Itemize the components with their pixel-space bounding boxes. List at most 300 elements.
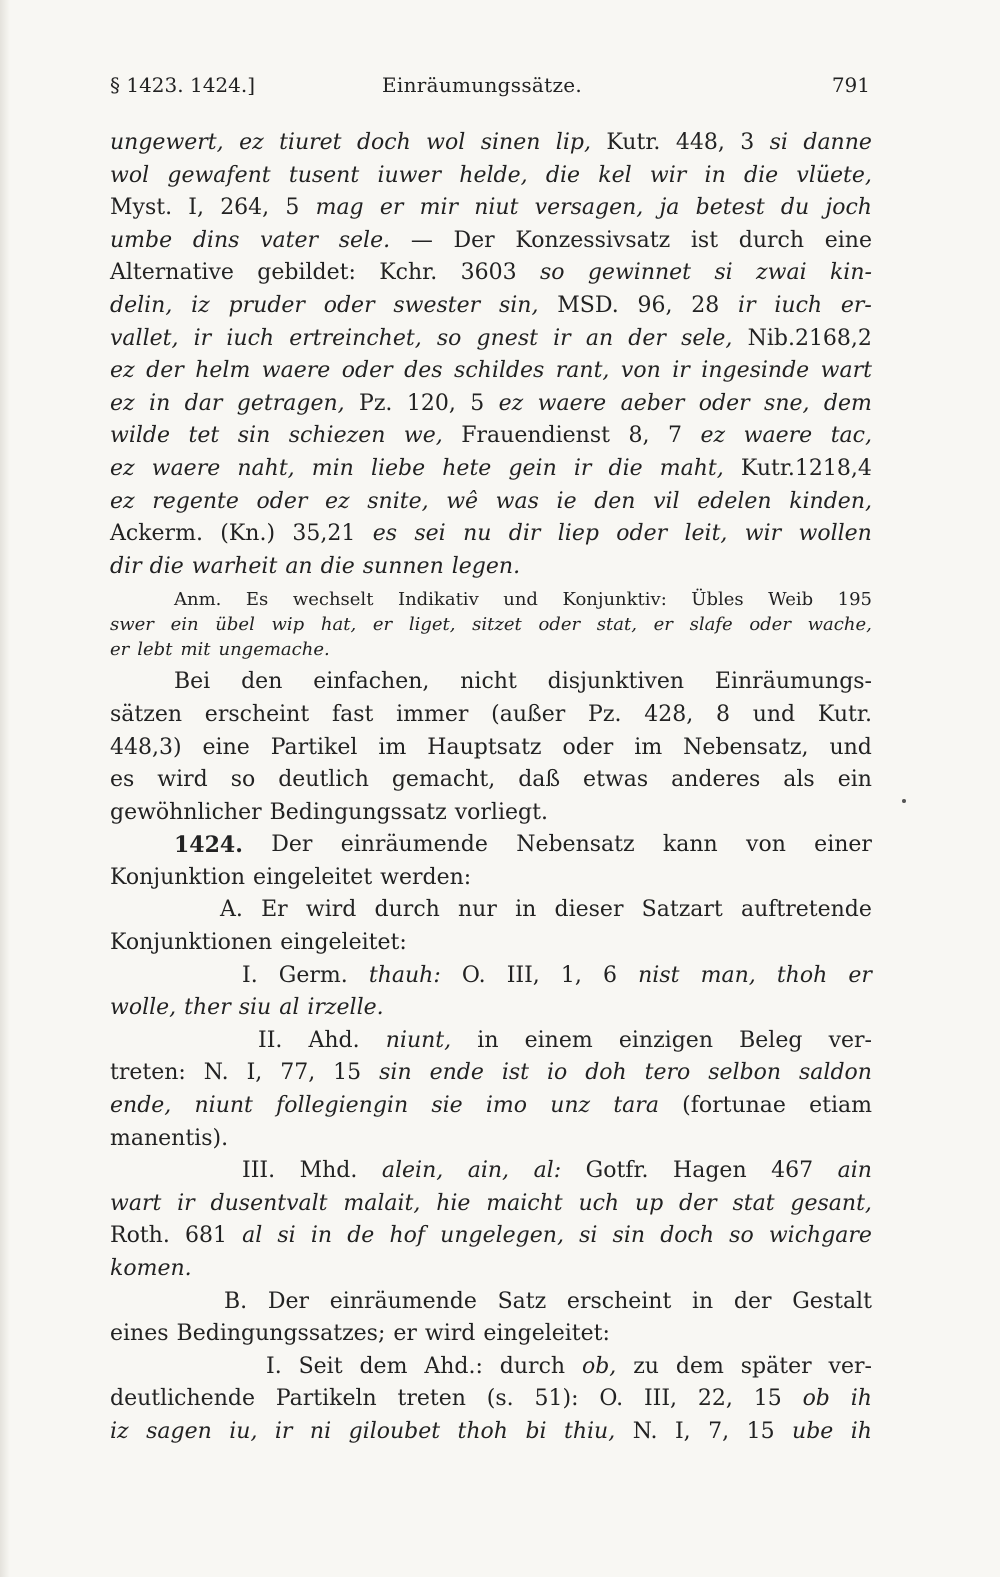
word: Es [245, 589, 269, 611]
text-line [110, 257, 872, 290]
word: einräumende [340, 832, 488, 858]
text-line [110, 551, 872, 584]
word: 195 [837, 589, 872, 611]
word: fast [331, 701, 374, 727]
word: Alternative [110, 260, 234, 286]
word: dem [823, 390, 872, 416]
footnote-anm [110, 587, 872, 662]
word: immer [396, 701, 469, 727]
text-line [110, 486, 872, 519]
word: we, [403, 423, 443, 449]
word: übel [215, 614, 255, 636]
word: erscheint [204, 701, 310, 727]
word: thoh [776, 962, 828, 988]
word: schiezen [288, 423, 386, 449]
word: snite, [367, 488, 429, 514]
word: er [110, 639, 130, 661]
word: sin [379, 1060, 412, 1086]
word: wart [110, 1190, 162, 1216]
word: Satzart [641, 897, 723, 923]
word: sie [431, 1093, 463, 1119]
word: hat, [320, 614, 357, 636]
word: 7, [708, 1418, 730, 1444]
text-line [110, 388, 872, 421]
text-line [110, 1318, 872, 1351]
word: ertreinchet, [289, 325, 422, 351]
text-line [110, 453, 872, 486]
word: oder [698, 390, 750, 416]
word: ver- [828, 1027, 872, 1053]
word: al [242, 1223, 263, 1249]
word: sele, [681, 325, 733, 351]
word: lip, [555, 130, 591, 155]
word: ir [573, 455, 592, 481]
word: ende [429, 1060, 484, 1086]
word: B. [224, 1288, 248, 1314]
word: wol [426, 130, 466, 155]
word: die [744, 162, 779, 188]
word: zwai [756, 260, 807, 286]
word: thiu, [564, 1418, 616, 1444]
word: Konjunktion [110, 864, 246, 890]
word: wichgare [768, 1223, 872, 1249]
word: si [714, 260, 733, 286]
word: follegiengin [276, 1093, 409, 1119]
word: zu [633, 1353, 659, 1379]
word: gewöhnlicher [110, 799, 262, 825]
word: 51): [534, 1386, 579, 1412]
word: Pz. [359, 390, 393, 416]
word: später [740, 1353, 812, 1379]
word: up [634, 1190, 664, 1216]
running-header [110, 70, 870, 100]
word: leit, [684, 521, 728, 547]
word: Roth. [110, 1223, 170, 1249]
word: so [230, 767, 256, 793]
word: I, [674, 1418, 691, 1444]
word: ir [193, 325, 212, 351]
word: Satz [497, 1288, 547, 1314]
text-line [110, 127, 872, 160]
word: sele. [338, 227, 391, 253]
word: (Kn.) [220, 521, 276, 547]
word: iu, [229, 1418, 258, 1444]
word: sei [414, 521, 446, 547]
word: Bedingungssatz [269, 799, 447, 825]
word: kin- [829, 260, 872, 286]
word: si [277, 1223, 296, 1249]
word: dir [110, 553, 142, 579]
text-line [110, 927, 872, 960]
text-line [110, 1220, 872, 1253]
word: wird [424, 1321, 476, 1347]
word: 96, [637, 292, 673, 318]
word: legen. [451, 553, 521, 579]
word: dem [359, 1353, 408, 1379]
word: ir [672, 358, 690, 384]
word: saldon [799, 1060, 872, 1086]
word: Anm. [174, 589, 222, 611]
word: I, [188, 195, 204, 221]
word: treten: [110, 1060, 186, 1086]
word: — [410, 227, 433, 253]
word: in [149, 390, 171, 416]
word: einem [524, 1027, 593, 1053]
word: in [310, 1223, 333, 1249]
word: den [241, 669, 283, 695]
word: tac, [830, 423, 872, 449]
word: tiuret [279, 130, 342, 155]
word: ir [553, 325, 571, 351]
text-line [110, 1383, 872, 1416]
word: uch [578, 1190, 620, 1216]
word: sin [237, 423, 271, 449]
word: 448,3) [110, 734, 182, 760]
word: ir [177, 1190, 195, 1216]
word: mag [315, 195, 364, 221]
word: lebt [137, 639, 173, 661]
word: helm [195, 358, 251, 384]
word: sagen [146, 1418, 212, 1444]
text-line [110, 518, 872, 551]
word: Übles [691, 589, 744, 611]
word: thoh [457, 1418, 508, 1444]
word: ez [110, 358, 135, 384]
word: ez [110, 390, 135, 416]
text-line [110, 894, 872, 927]
text-line [110, 797, 872, 830]
word: Myst. [110, 195, 173, 221]
word: stat, [596, 614, 637, 636]
text-line [110, 1188, 872, 1221]
word: sinen [480, 130, 541, 155]
word: von [746, 832, 786, 858]
word: I, [246, 1060, 263, 1086]
text-line [110, 355, 872, 388]
header-title: Einräumungssätze. [382, 73, 583, 97]
word: gnest [476, 325, 538, 351]
word: edelen [697, 488, 772, 514]
word: ain, [467, 1158, 510, 1184]
word: ist [501, 1060, 529, 1086]
word: ez [110, 455, 135, 481]
word: doh [585, 1060, 627, 1086]
word: etwas [583, 767, 649, 793]
word: sätzen [110, 701, 183, 727]
word: komen. [110, 1256, 192, 1281]
word: unz [550, 1093, 591, 1119]
word: ir [274, 1418, 293, 1444]
word: durch [499, 1353, 566, 1379]
word: 7 [668, 423, 682, 449]
word: treten [397, 1386, 466, 1412]
word: die [149, 553, 184, 579]
word: wollen [798, 521, 872, 547]
text-line [110, 192, 872, 225]
word: wache, [807, 614, 872, 636]
word: niut [474, 195, 519, 221]
word: 5 [470, 390, 485, 416]
word: disjunktiven [547, 669, 685, 695]
word: schildes [454, 358, 545, 384]
word: oder [562, 734, 614, 760]
text-line [110, 1090, 872, 1123]
word: im [634, 734, 663, 760]
word: Partikeln [275, 1386, 377, 1412]
word: sne, [764, 390, 810, 416]
word: man, [700, 962, 756, 988]
word: III, [506, 962, 540, 988]
word: rant, [555, 358, 610, 384]
text-line [110, 1253, 872, 1286]
word: O. [461, 962, 486, 988]
word: iz [110, 1418, 129, 1444]
text-line [110, 1057, 872, 1090]
word: Weib [768, 589, 814, 611]
text-line [110, 1123, 872, 1156]
word: Konjunktiv: [562, 589, 667, 611]
word: Kutr. [817, 701, 872, 727]
word: tet [188, 423, 220, 449]
word: nu [463, 521, 492, 547]
word: hof [389, 1223, 426, 1249]
word: ih [850, 1418, 872, 1444]
word: vallet, [110, 325, 179, 351]
word: mit [180, 639, 211, 661]
word: waere [537, 390, 607, 416]
word: irzelle. [307, 995, 384, 1021]
word: manentis). [110, 1125, 229, 1151]
text-line [110, 637, 872, 662]
word: 6 [603, 962, 618, 988]
word: Gotfr. [585, 1158, 649, 1184]
word: und [752, 701, 796, 727]
word: 428, [644, 701, 694, 727]
word: selbon [708, 1060, 782, 1086]
word: maht, [659, 455, 724, 481]
word: ir [738, 292, 756, 318]
word: Gestalt [792, 1288, 872, 1314]
word: si [769, 130, 788, 155]
word: ob [802, 1386, 830, 1412]
word: 3 [740, 130, 755, 155]
text-line [110, 764, 872, 797]
word: doch [660, 1223, 715, 1249]
word: bi [525, 1418, 547, 1444]
word: eingeleitet: [483, 1321, 610, 1347]
text-line [110, 225, 872, 258]
word: 120, [406, 390, 456, 416]
word: er- [840, 292, 872, 318]
word: gemacht, [391, 767, 496, 793]
word: joch [825, 195, 872, 221]
word: vlüete, [796, 162, 872, 188]
word: ez [110, 488, 135, 514]
word: 1424. [174, 832, 243, 859]
text-line [110, 290, 872, 323]
word: daß [518, 767, 561, 793]
word: Einräumungs- [714, 669, 872, 695]
word: waere [743, 423, 813, 449]
word: in [692, 1288, 714, 1314]
word: ungemache. [218, 639, 330, 661]
word: iz [191, 292, 210, 318]
word: N. [203, 1060, 229, 1086]
section-1424 [110, 829, 872, 1448]
word: versagen, [534, 195, 644, 221]
word: es [110, 767, 135, 793]
word: kel [598, 162, 632, 188]
word: ther [184, 995, 231, 1021]
word: deutlichende [110, 1386, 255, 1412]
word: gesant, [790, 1190, 872, 1216]
word: III, [643, 1386, 678, 1412]
word: 1, [560, 962, 582, 988]
word: der [628, 325, 666, 351]
word: swester [393, 292, 481, 318]
word: Nebensatz [516, 832, 635, 858]
word: die [608, 455, 643, 481]
word: Kchr. [379, 260, 438, 286]
paragraph-einfachen [110, 666, 872, 829]
word: stat [732, 1190, 775, 1216]
word: siu [238, 995, 272, 1021]
word: tusent [288, 162, 360, 188]
word: dieser [554, 897, 624, 923]
text-line [110, 587, 872, 612]
word: Ahd. [308, 1027, 360, 1053]
word: wir [744, 521, 782, 547]
word: 3603 [460, 260, 517, 286]
word: ist [690, 227, 719, 253]
word: III. [242, 1158, 276, 1184]
word: Germ. [278, 962, 348, 988]
word: Bedingungssatzes; [176, 1321, 386, 1347]
word: einer [814, 832, 872, 858]
header-section-ref: § 1423. 1424.] [110, 73, 256, 97]
word: Ahd.: [424, 1353, 483, 1379]
word: gein [508, 455, 557, 481]
word: kann [662, 832, 718, 858]
word: oder [256, 488, 308, 514]
word: oder [616, 521, 668, 547]
word: Ackerm. [110, 521, 203, 547]
word: io [546, 1060, 568, 1086]
word: etiam [809, 1093, 872, 1119]
word: oder [341, 358, 393, 384]
word: betest [695, 195, 765, 221]
word: einzigen [618, 1027, 713, 1053]
word: wart [820, 358, 872, 384]
word: dusentvalt [210, 1190, 328, 1216]
word: ungelegen, [440, 1223, 564, 1249]
word: der [733, 1288, 772, 1314]
word: Kutr.1218,4 [740, 455, 872, 481]
word: wolle, [110, 995, 177, 1021]
word: eingeleitet: [280, 930, 407, 956]
word: Indikativ [397, 589, 479, 611]
word: Der [271, 832, 313, 858]
word: ez [325, 488, 350, 514]
word: eine [202, 734, 250, 760]
word: der [146, 358, 184, 384]
text-line [110, 666, 872, 699]
word: an [585, 325, 614, 351]
word: waere [261, 358, 331, 384]
text-line [110, 992, 872, 1025]
word: 264, [220, 195, 270, 221]
word: wechselt [292, 589, 374, 611]
word: der [679, 1190, 717, 1216]
word: imo [485, 1093, 528, 1119]
word: si [579, 1223, 598, 1249]
word: swer [110, 614, 154, 636]
word: slafe [689, 614, 733, 636]
word: so [436, 325, 462, 351]
word: des [404, 358, 443, 384]
speck-mark [902, 799, 906, 803]
text-line [110, 1286, 872, 1319]
word: im [378, 734, 407, 760]
word: oder [538, 614, 581, 636]
word: eine [824, 227, 872, 253]
word: sitzet [472, 614, 522, 636]
word: niunt, [385, 1027, 452, 1053]
word: ez [700, 423, 726, 449]
word: vater [260, 227, 319, 253]
word: I. [242, 962, 258, 988]
word: Frauendienst [461, 423, 610, 449]
word: iuch [226, 325, 275, 351]
word: wip [271, 614, 305, 636]
word: niunt [194, 1093, 253, 1119]
word: liebe [370, 455, 426, 481]
word: eines [110, 1321, 169, 1347]
text-line [110, 323, 872, 356]
word: 8 [715, 701, 730, 727]
word: waere [151, 455, 221, 481]
word: 467 [771, 1158, 814, 1184]
word: so [729, 1223, 754, 1249]
word: ein [837, 767, 872, 793]
word: in [477, 1027, 499, 1053]
word: N. [632, 1418, 658, 1444]
word: oder [323, 292, 375, 318]
word: vorliegt. [454, 799, 548, 825]
word: ain [837, 1158, 872, 1184]
word: 15 [333, 1060, 362, 1086]
word: er [653, 614, 673, 636]
page-body [110, 127, 872, 1449]
word: anderes [671, 767, 761, 793]
word: helde, [459, 162, 528, 188]
word: Beleg [739, 1027, 803, 1053]
word: al [279, 995, 300, 1021]
text-line [110, 1351, 872, 1384]
word: maicht [486, 1190, 563, 1216]
word: die [545, 162, 580, 188]
word: an [285, 553, 313, 579]
word: ih [850, 1386, 872, 1412]
word: den [594, 488, 636, 514]
page-binding-edge [0, 0, 10, 1577]
word: auftretende [740, 897, 872, 923]
word: 22, [697, 1386, 733, 1412]
word: nicht [460, 669, 517, 695]
word: A. [220, 897, 243, 923]
word: sin [612, 1223, 646, 1249]
word: getragen, [236, 390, 345, 416]
